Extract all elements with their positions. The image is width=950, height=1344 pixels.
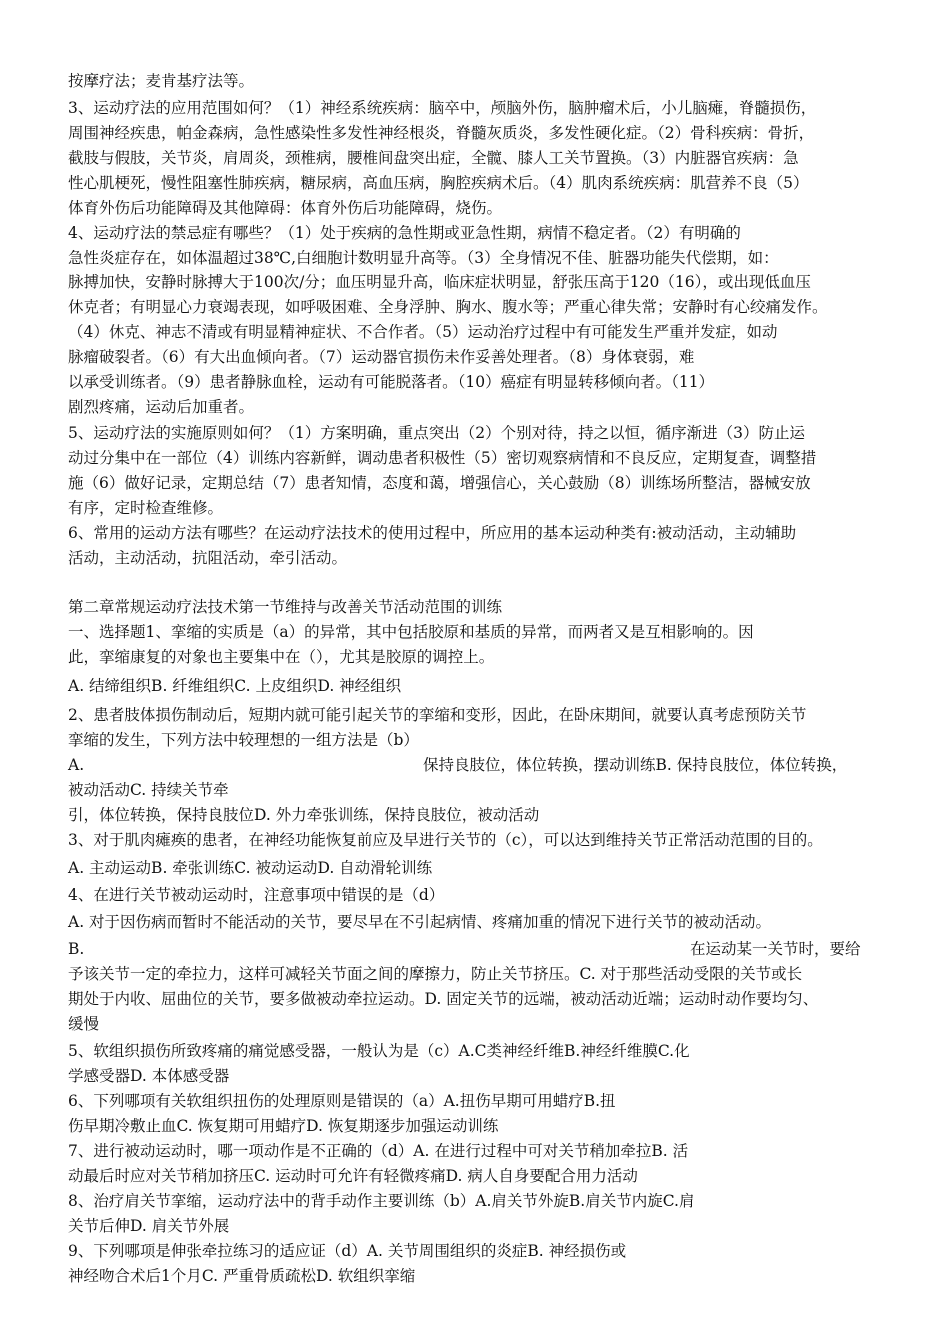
text-line: 按摩疗法；麦肯基疗法等。 [68,72,255,90]
text-line: 性心肌梗死，慢性阻塞性肺疾病，糖尿病，高血压病，胸腔疾病术后。（4）肌肉系统疾病：肌营养不良（5） [68,174,809,192]
answer-option-a-label: A. [68,756,85,774]
text-line: 动最后时应对关节稍加挤压C. 运动时可允许有轻微疼痛D. 病人自身要配合用力活动 [68,1167,638,1185]
text-line: 急性炎症存在，如体温超过38℃,白细胞计数明显升高等。（3）全身情况不佳、脏器功能失代偿期，如： [68,249,779,267]
text-line: 关节后伸D. 肩关节外展 [68,1217,230,1235]
text-line: 此，挛缩康复的对象也主要集中在（），尤其是胶原的调控上。 [68,648,495,666]
text-line: 以承受训练者。（9）患者静脉血栓，运动有可能脱落者。（10）癌症有明显转移倾向者。（11） [68,373,715,391]
text-line: 体育外伤后功能障碍及其他障碍：体育外伤后功能障碍，烧伤。 [68,199,503,217]
text-line: 6、下列哪项有关软组织扭伤的处理原则是错误的（a）A.扭伤早期可用蜡疗B.扭 [68,1092,616,1110]
answer-option-b-label: B. [68,940,85,958]
answer-options: A. 对于因伤病而暂时不能活动的关节，要尽早在不引起病情、疼痛加重的情况下进行关节的被动活动。 [68,913,772,931]
answer-options: A. 主动运动B. 牵张训练C. 被动运动D. 自动滑轮训练 [68,859,433,877]
text-line: 6、常用的运动方法有哪些？在运动疗法技术的使用过程中，所应用的基本运动种类有:被动活动，主动辅助 [68,524,797,542]
text-line: 9、下列哪项是伸张牵拉练习的适应证（d）A. 关节周围组织的炎症B. 神经损伤或 [68,1242,627,1260]
text-line: 7、进行被动运动时，哪一项动作是不正确的（d）A. 在进行过程中可对关节稍加牵拉B. 活 [68,1142,689,1160]
answer-options: 保持良肢位，体位转换，摆动训练B. 保持良肢位，体位转换， [423,756,848,774]
text-line: （4）休克、神志不清或有明显精神症状、不合作者。（5）运动治疗过程中有可能发生严重并发症，如动 [68,323,778,341]
chapter-heading: 第二章常规运动疗法技术第一节维持与改善关节活动范围的训练 [68,598,503,616]
text-line: 周围神经疾患，帕金森病，急性感染性多发性神经根炎，脊髓灰质炎，多发性硬化症。（2）骨科疾病：骨折， [68,124,815,142]
answer-options: A. 结缔组织B. 纤维组织C. 上皮组织D. 神经组织 [68,677,402,695]
answer-options: 引，体位转换，保持良肢位D. 外力牵张训练，保持良肢位，被动活动 [68,806,540,824]
text-line: 施（6）做好记录，定期总结（7）患者知情，态度和蔼，增强信心，关心鼓励（8）训练场所整洁，器械安放 [68,474,811,492]
text-line: 动过分集中在一部位（4）训练内容新鲜，调动患者积极性（5）密切观察病情和不良反应，定期复查，调整措 [68,449,817,467]
text-line: 脉搏加快，安静时脉搏大于100次/分；血压明显升高，临床症状明显，舒张压高于120（16），或出现低血压 [68,273,811,291]
text-line: 8、治疗肩关节挛缩，运动疗法中的背手动作主要训练（b）A.肩关节外旋B.肩关节内旋C.肩 [68,1192,695,1210]
text-line: 一、选择题1、挛缩的实质是（a）的异常，其中包括胶原和基质的异常，而两者又是互相影响的。因 [68,623,754,641]
text-line: 3、对于肌肉瘫痪的患者，在神经功能恢复前应及早进行关节的（c），可以达到维持关节正常活动范围的目的。 [68,831,823,849]
text-line: 截肢与假肢，关节炎，肩周炎，颈椎病，腰椎间盘突出症，全髋、膝人工关节置换。（3）内脏器官疾病：急 [68,149,799,167]
answer-options: 期处于内收、屈曲位的关节，要多做被动牵拉运动。D. 固定关节的远端，被动活动近端；运动时动作要均匀、 [68,990,819,1008]
answer-options: 予该关节一定的牵拉力，这样可减轻关节面之间的摩擦力，防止关节挤压。C. 对于那些活动受限的关节或长 [68,965,803,983]
text-line: 挛缩的发生，下列方法中较理想的一组方法是（b） [68,731,419,749]
text-line: 3、运动疗法的应用范围如何？（1）神经系统疾病：脑卒中，颅脑外伤，脑肿瘤术后，小儿脑瘫，脊髓损伤， [68,99,817,117]
text-line: 活动，主动活动，抗阻活动，牵引活动。 [68,549,348,567]
text-line: 脉瘤破裂者。（6）有大出血倾向者。（7）运动器官损伤未作妥善处理者。（8）身体衰弱，难 [68,348,695,366]
answer-options: 缓慢 [68,1015,100,1033]
text-line: 2、患者肢体损伤制动后，短期内就可能引起关节的挛缩和变形，因此，在卧床期间，就要认真考虑预防关节 [68,706,807,724]
text-line: 有序，定时检查维修。 [68,499,224,517]
answer-options: 被动活动C. 持续关节牵 [68,781,229,799]
text-line: 5、运动疗法的实施原则如何？（1）方案明确，重点突出（2）个别对待，持之以恒，循序渐进（3）防止运 [68,424,805,442]
text-line: 伤早期冷敷止血C. 恢复期可用蜡疗D. 恢复期逐步加强运动训练 [68,1117,499,1135]
text-line: 5、软组织损伤所致疼痛的痛觉感受器，一般认为是（c）A.C类神经纤维B.神经纤维膜C.化 [68,1042,690,1060]
text-line: 学感受器D. 本体感受器 [68,1067,230,1085]
text-line: 4、运动疗法的禁忌症有哪些？（1）处于疾病的急性期或亚急性期，病情不稳定者。（2）有明确的 [68,224,741,242]
text-line: 4、在进行关节被动运动时，注意事项中错误的是（d） [68,886,445,904]
text-line: 神经吻合术后1个月C. 严重骨质疏松D. 软组织挛缩 [68,1267,416,1285]
text-line: 休克者；有明显心力衰竭表现，如呼吸困难、全身浮肿、胸水、腹水等；严重心律失常；安静时有心绞痛发作。 [68,298,828,316]
text-line: 剧烈疼痛，运动后加重者。 [68,398,255,416]
answer-options: 在运动某一关节时，要给 [690,940,861,958]
